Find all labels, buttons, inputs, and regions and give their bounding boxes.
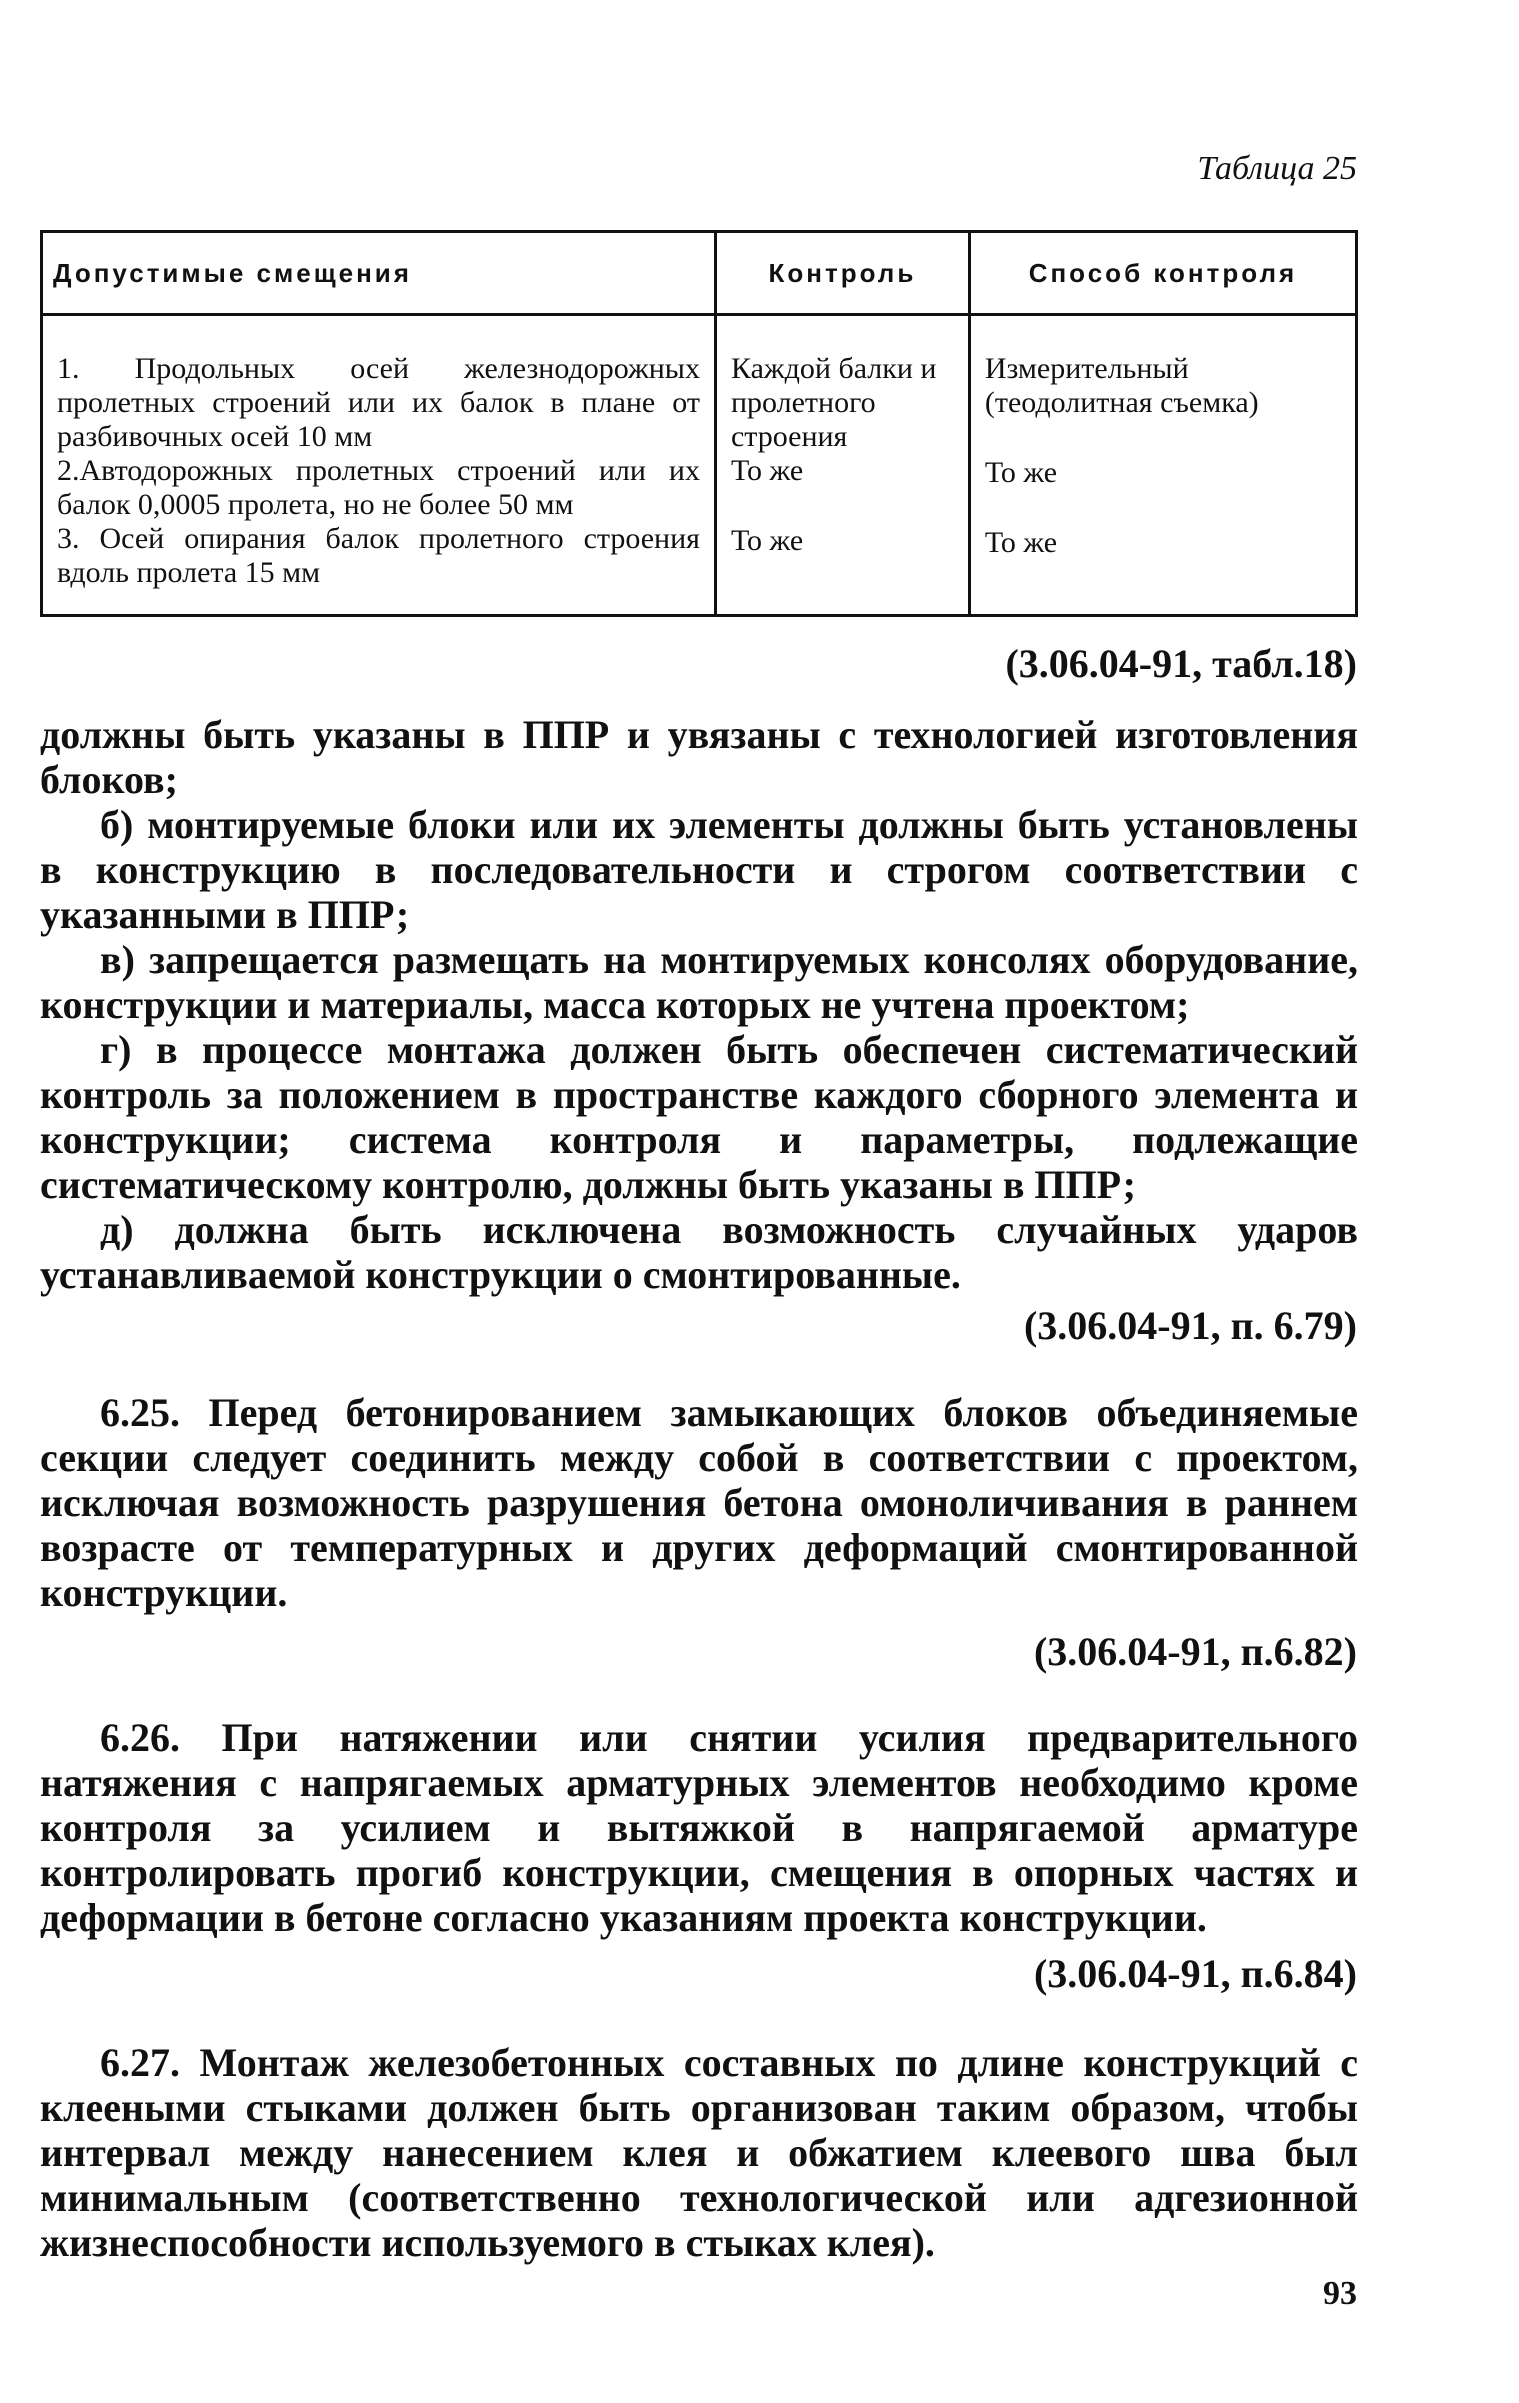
- table-reference: (3.06.04-91, табл.18): [1005, 641, 1357, 686]
- table-caption: Таблица 25: [1197, 150, 1357, 187]
- page-number: 93: [1323, 2275, 1357, 2312]
- cell-spacer: [985, 490, 1341, 526]
- paragraph-item-g: г) в процессе монтажа должен быть обеспечен систематический контроль за положением в пространстве каждого сборного элемента и конструкции; система контроля и параметры, подлежащие систематическому контролю, должны быть указаны в ППР;: [40, 1027, 1358, 1207]
- control-item-1: Каждой балки и пролетного строения: [730, 352, 937, 453]
- paragraph-6-25: 6.25. Перед бетонированием замыкающих блоков объединяемые секции следует соединить между собой в соответствии с проектом, исключая возможность разрушения бетона омоноличивания в раннем возрасте от температурных и других деформаций смонтированной конструкции.: [40, 1390, 1358, 1615]
- offset-item-3: 3. Осей опирания балок пролетного строения вдоль пролета 15 мм: [57, 522, 700, 589]
- header-control: Контроль: [715, 232, 969, 315]
- cell-spacer: [731, 488, 954, 524]
- method-cell: [969, 315, 1356, 616]
- offset-item-2: 2.Автодорожных пролетных строений или их балок 0,0005 пролета, но не более 50 мм: [57, 454, 700, 521]
- paragraph-item-v: в) запрещается размещать на монтируемых консолях оборудование, конструкции и материалы, масса которых не учтена проектом;: [40, 937, 1358, 1027]
- table-row: [42, 315, 1357, 616]
- paragraph-6-26: 6.26. При натяжении или снятии усилия предварительного натяжения с напрягаемых арматурных элементов необходимо кроме контроля за усилием и вытяжкой в напрягаемой арматуре контролировать прогиб конструкции, смещения в опорных частях и деформации в бетоне согласно указаниям проекта конструкции.: [40, 1715, 1358, 1940]
- method-item-1: Измерительный (теодолитная съемка): [984, 352, 1259, 419]
- method-item-2: То же: [984, 456, 1058, 489]
- header-allowed-offsets: Допустимые смещения: [42, 232, 716, 315]
- paragraph-item-b: б) монтируемые блоки или их элементы должны быть установлены в конструкцию в последовательности и строгом соответствии с указанными в ППР;: [40, 802, 1358, 937]
- control-item-3: То же: [730, 524, 804, 557]
- reference-6-79: (3.06.04-91, п. 6.79): [1023, 1303, 1357, 1348]
- offsets-cell: [42, 315, 716, 616]
- reference-6-82: (3.06.04-91, п.6.82): [1033, 1629, 1357, 1674]
- cell-spacer: [985, 420, 1341, 456]
- tolerance-table: [40, 230, 1358, 617]
- table-header-row: [42, 232, 1357, 315]
- paragraph-item-d: д) должна быть исключена возможность случайных ударов устанавливаемой конструкции о смонтированные.: [40, 1207, 1358, 1297]
- offset-item-1: 1. Продольных осей железнодорожных пролетных строений или их балок в плане от разбивочных осей 10 мм: [57, 352, 700, 453]
- control-item-2: То же: [730, 454, 804, 487]
- paragraph-6-27: 6.27. Монтаж железобетонных составных по длине конструкций с клееными стыками должен быть организован таким образом, чтобы интервал между нанесением клея и обжатием клеевого шва был минимальным (соответственно технологической или адгезионной жизнеспособности используемого в стыках клея).: [40, 2040, 1358, 2265]
- reference-6-84: (3.06.04-91, п.6.84): [1033, 1951, 1357, 1996]
- control-cell: [715, 315, 969, 616]
- header-control-method: Способ контроля: [969, 232, 1356, 315]
- paragraph-intro: должны быть указаны в ППР и увязаны с технологией изготовления блоков;: [40, 712, 1358, 802]
- method-item-3: То же: [984, 526, 1058, 559]
